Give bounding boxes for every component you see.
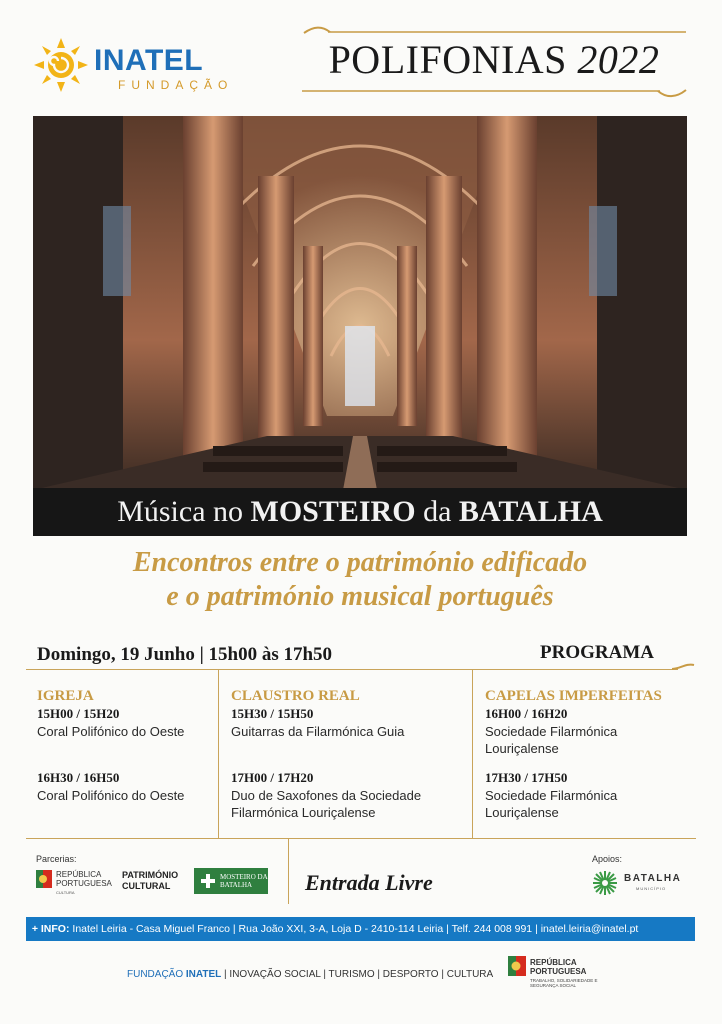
cross-icon	[201, 874, 215, 888]
info-prefix: + INFO:	[31, 923, 70, 935]
cathedral-nave-image	[33, 116, 687, 490]
inatel-logo	[34, 38, 234, 94]
slot-time: 16H00 / 16H20	[485, 706, 568, 721]
mosteiro-line-2: BATALHA	[220, 881, 253, 889]
divider	[472, 669, 473, 839]
republica-trabalho-logo	[508, 956, 628, 996]
divider	[26, 669, 678, 670]
slot-time: 15H00 / 15H20	[37, 706, 120, 721]
republica-line-2: PORTUGUESA	[56, 879, 112, 888]
republica-line-1: REPÚBLICA	[56, 870, 102, 879]
footer-inatel: INATEL	[185, 969, 222, 980]
brand-name: INATEL	[94, 44, 204, 77]
slot-time: 17H00 / 17H20	[231, 770, 314, 785]
republica-cultura-logo	[36, 868, 118, 898]
footer-rest: | INOVAÇÃO SOCIAL | TURISMO | DESPORTO | CULTURA	[221, 969, 494, 980]
schedule-column-claustro	[231, 688, 461, 821]
slot-time: 15H30 / 15H50	[231, 706, 314, 721]
mosteiro-batalha-logo	[194, 868, 268, 894]
schedule-column-capelas	[485, 688, 690, 821]
sun-logo-icon	[34, 38, 88, 92]
patrimonio-cultural-logo	[122, 870, 178, 892]
event-date: Domingo, 19 Junho | 15h00 às 17h50	[37, 644, 333, 665]
slot-time: 17H30 / 17H50	[485, 770, 568, 785]
mosteiro-line-1: MOSTEIRO DA	[220, 873, 268, 881]
banner-text-2: MOSTEIRO	[250, 495, 416, 528]
subtitle-line-2: e o património musical português	[166, 581, 554, 612]
batalha-name: BATALHA	[624, 873, 682, 884]
batalha-sub: MUNICÍPIO	[636, 886, 667, 891]
venue-name: CLAUSTRO REAL	[231, 688, 360, 704]
parcerias-label: Parcerias:	[36, 854, 77, 864]
slot-time: 16H30 / 16H50	[37, 770, 120, 785]
divider	[288, 838, 289, 904]
event-title	[300, 24, 688, 100]
slot-act: Duo de Saxofones da Sociedade Filarmónica Louriçalense	[231, 788, 422, 820]
slot-act: Guitarras da Filarmónica Guia	[231, 724, 405, 739]
footer-tagline	[127, 969, 493, 980]
rep-line-1: REPÚBLICA	[530, 958, 577, 967]
flourish-icon	[672, 661, 696, 673]
patrimonio-line-1: PATRIMÓNIO	[122, 870, 179, 880]
batalha-municipio-logo	[592, 868, 692, 896]
rep-sub: TRABALHO, SOLIDARIEDADE E SEGURANÇA SOCIAL	[530, 978, 598, 988]
footer-fundacao: FUNDAÇÃO	[127, 969, 186, 980]
event-subtitle	[33, 546, 687, 614]
slot-act: Sociedade Filarmónica Louriçalense	[485, 788, 618, 820]
brand-sub: FUNDAÇÃO	[118, 78, 234, 92]
rep-line-2: PORTUGUESA	[530, 967, 587, 976]
batalha-starburst-icon	[592, 870, 618, 896]
slot-act: Coral Polifónico do Oeste	[37, 724, 185, 739]
divider	[26, 838, 696, 839]
entrada-livre: Entrada Livre	[305, 870, 433, 895]
republica-crest-icon	[36, 870, 52, 888]
republica-crest-icon	[508, 956, 526, 976]
banner-text-4: BATALHA	[458, 495, 603, 528]
venue-name: IGREJA	[37, 688, 94, 704]
apoios-label: Apoios:	[592, 854, 623, 864]
republica-sub: CULTURA	[56, 890, 75, 895]
programa-heading: PROGRAMA	[540, 642, 654, 663]
subtitle-line-1: Encontros entre o património edificado	[132, 547, 588, 578]
patrimonio-line-2: CULTURAL	[122, 881, 171, 891]
venue-banner	[33, 488, 687, 536]
title-main: POLIFONIAS	[328, 37, 567, 82]
bottom-flourish-icon	[300, 86, 688, 100]
slot-act: Coral Polifónico do Oeste	[37, 788, 185, 803]
slot-act: Sociedade Filarmónica Louriçalense	[485, 724, 618, 756]
venue-name: CAPELAS IMPERFEITAS	[485, 688, 662, 704]
banner-text-1: Música no	[117, 495, 251, 528]
title-year: 2022	[577, 37, 660, 82]
info-text: Inatel Leiria - Casa Miguel Franco | Rua João XXI, 3-A, Loja D - 2410-114 Leiria | Telf. 244 008 991 | inatel.leiria@inatel.pt	[69, 923, 639, 935]
banner-text-3: da	[415, 495, 459, 528]
info-bar	[26, 917, 695, 941]
cathedral-photo	[33, 116, 687, 490]
